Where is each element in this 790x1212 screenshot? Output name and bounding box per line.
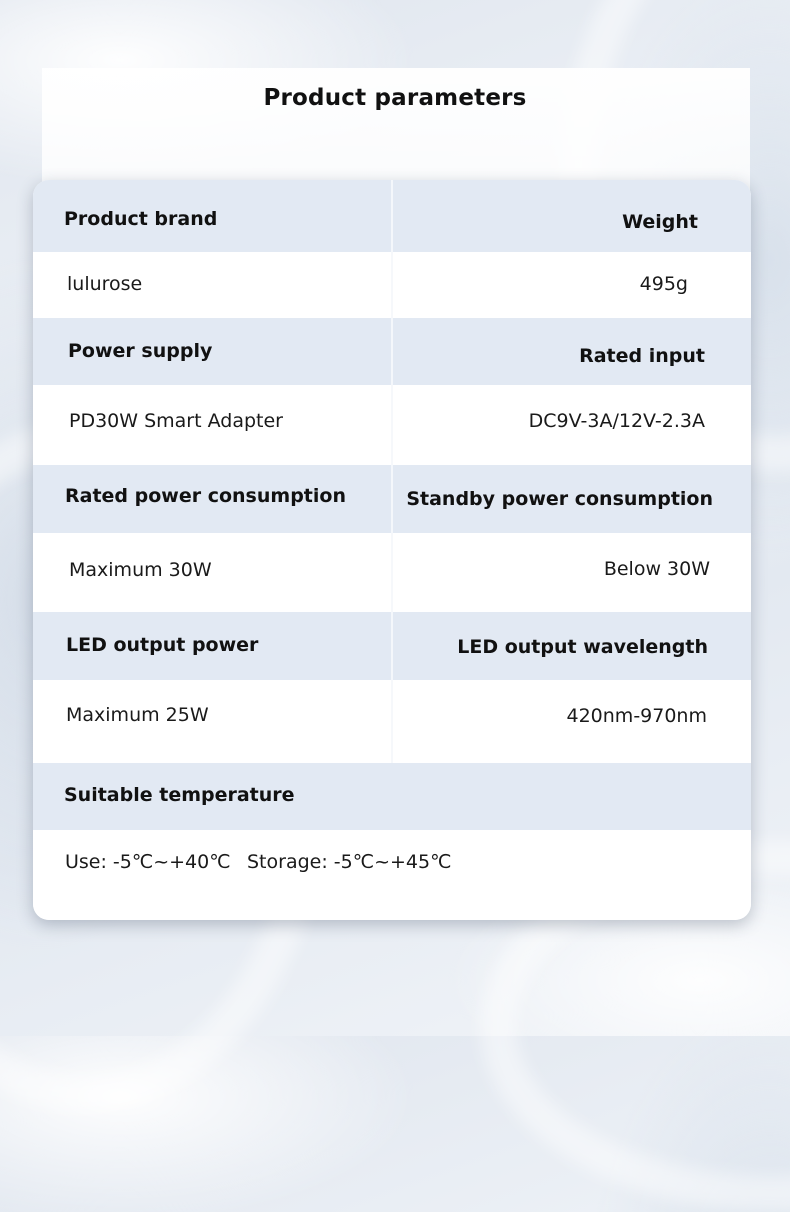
header-cell (33, 318, 391, 385)
table-header-row (33, 763, 751, 830)
table-header-row (33, 465, 751, 533)
value-cell (33, 252, 391, 318)
product-brand-value: lulurose (67, 273, 143, 295)
header-cell (391, 180, 751, 252)
product-brand-label: Product brand (64, 208, 218, 230)
table-row (33, 385, 751, 465)
table-header-row (33, 180, 751, 252)
header-cell (391, 318, 751, 385)
value-cell (33, 680, 391, 763)
header-cell (33, 465, 391, 533)
table-header-row (33, 612, 751, 680)
table-row (33, 252, 751, 318)
standby-power-consumption-label: Standby power consumption (406, 488, 713, 510)
value-cell (391, 533, 751, 612)
use-temperature-value: Use: -5℃~+40℃ (65, 851, 231, 873)
weight-label: Weight (622, 211, 698, 233)
value-cell (391, 680, 751, 763)
rated-input-label: Rated input (579, 345, 705, 367)
table-row (33, 830, 751, 920)
value-cell (33, 533, 391, 612)
rated-power-consumption-value: Maximum 30W (69, 559, 212, 581)
header-cell (391, 465, 751, 533)
value-cell (391, 252, 751, 318)
page-title: Product parameters (263, 85, 527, 111)
storage-temperature-value: Storage: -5℃~+45℃ (247, 851, 452, 873)
parameters-table (33, 180, 751, 920)
led-output-power-label: LED output power (66, 634, 259, 656)
value-cell (33, 385, 391, 465)
power-supply-value: PD30W Smart Adapter (69, 410, 283, 432)
power-supply-label: Power supply (68, 340, 213, 362)
header-cell (33, 180, 391, 252)
value-cell (33, 830, 751, 920)
table-row (33, 533, 751, 612)
weight-value: 495g (639, 273, 688, 295)
table-header-row (33, 318, 751, 385)
suitable-temperature-label: Suitable temperature (64, 784, 295, 806)
rated-power-consumption-label: Rated power consumption (65, 485, 346, 507)
led-output-wavelength-label: LED output wavelength (457, 636, 708, 658)
value-cell (391, 385, 751, 465)
table-row (33, 680, 751, 763)
header-cell (33, 612, 391, 680)
led-output-wavelength-value: 420nm-970nm (566, 705, 707, 727)
header-cell (391, 612, 751, 680)
standby-power-consumption-value: Below 30W (603, 558, 710, 580)
led-output-power-value: Maximum 25W (66, 704, 209, 726)
rated-input-value: DC9V-3A/12V-2.3A (528, 410, 705, 432)
header-cell (33, 763, 751, 830)
